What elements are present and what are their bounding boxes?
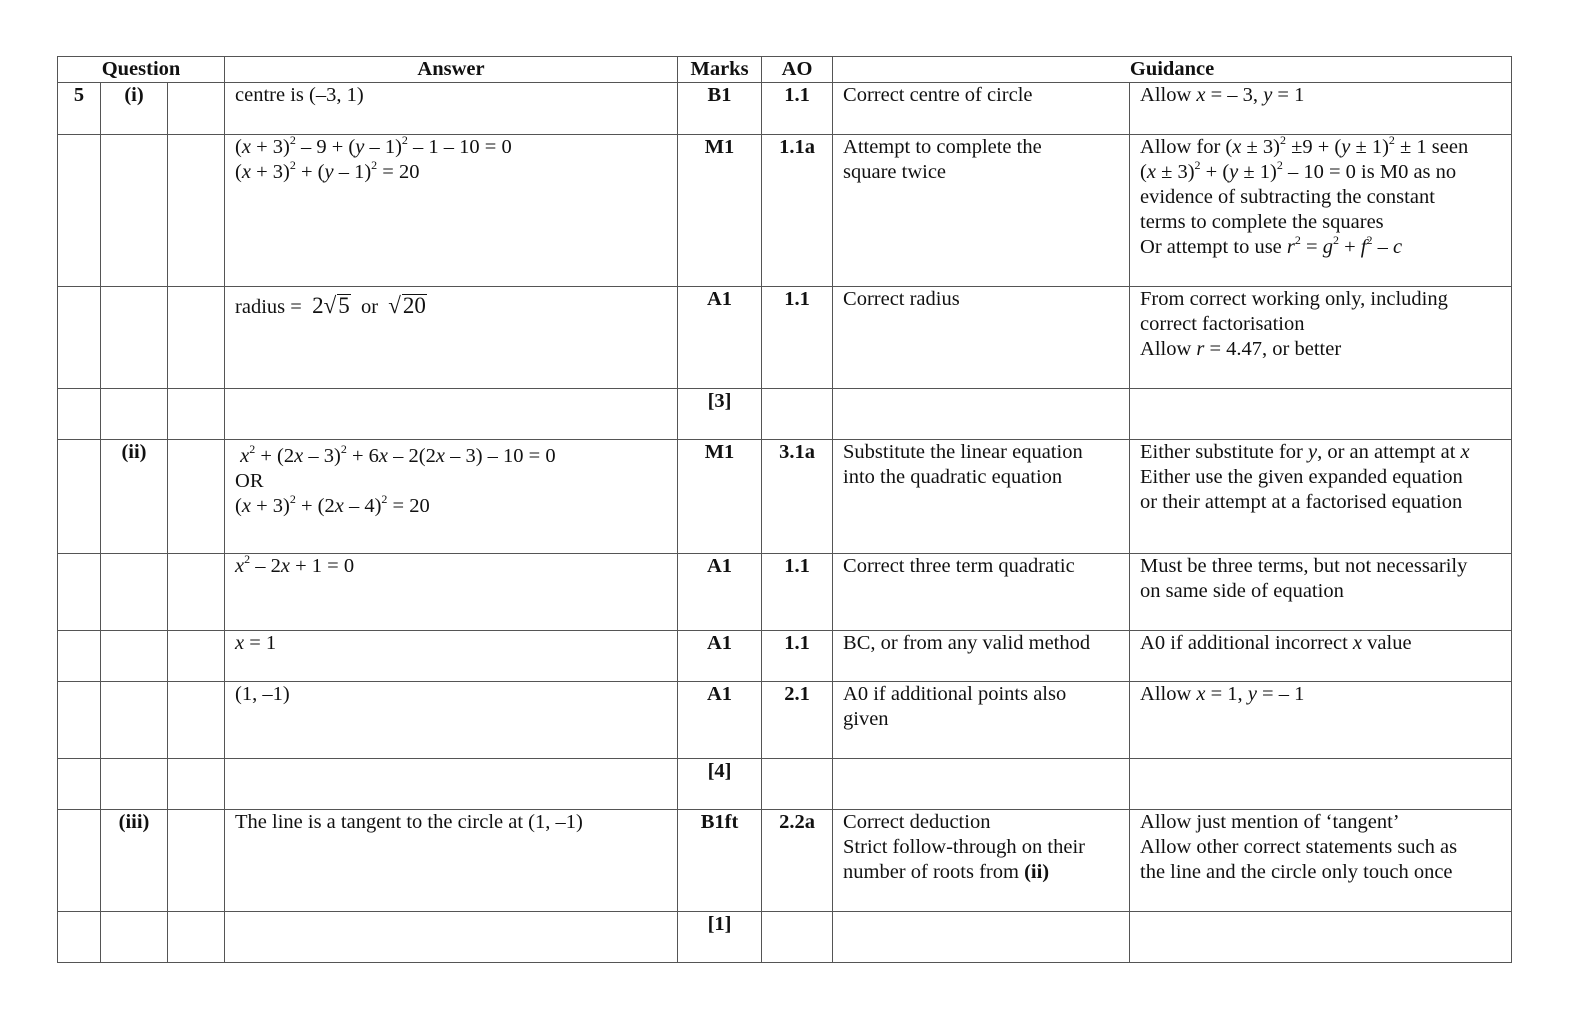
ao-cell: 2.1 [762,682,833,759]
header-row [58,57,1512,83]
guidance-main [833,83,1130,135]
guidance-extra [1130,554,1512,631]
guidance-line: Either use the given expanded equation [1140,466,1463,488]
ao-cell: 1.1 [762,554,833,631]
guidance-line: Allow r = 4.47, or better [1140,338,1342,360]
mark-cell: B1ft [678,810,762,912]
table-row [58,631,1512,682]
mark-cell: M1 [678,135,762,287]
guidance-main [833,631,1130,682]
answer-cell [225,631,678,682]
guidance-line: $(x \pm 3)^2 + (y \pm 1)^2 - 10 = 0$ is M0 as no [1140,158,1457,183]
mark-total: [3] [678,389,762,440]
mark-cell: A1 [678,287,762,389]
table-row [58,287,1512,389]
guidance-line: Allow for $(x \pm 3)^2 \pm 9 + (y \pm 1)^2 \pm 1$ seen [1140,133,1469,158]
guidance-line: Correct deduction [843,811,991,833]
table-row [58,810,1512,912]
guidance-extra [1130,810,1512,912]
sub-part-cell [168,83,225,135]
answer-line: $(x + 3)^2 + (y - 1)^2 = 20$ [235,158,420,183]
ao-cell: 3.1a [762,440,833,554]
answer-line: $x^2 - 2x + 1 = 0$ [235,552,355,577]
part-label [101,287,168,389]
answer-cell [225,682,678,759]
table-row [58,912,1512,963]
mark-cell: A1 [678,554,762,631]
guidance-main [833,554,1130,631]
answer-line: $x^2 + (2x - 3)^2 + 6x - 2(2x - 3) - 10 = 0$ [240,442,556,467]
part-label [101,135,168,287]
mark-total: [4] [678,759,762,810]
guidance-line: Attempt to complete the [843,136,1042,158]
answer-line: (1, –1) [235,683,290,705]
table-row [58,440,1512,554]
guidance-extra [1130,682,1512,759]
answer-line: $(x + 3)^2 - 9 + (y - 1)^2 - 1 - 10 = 0$ [235,133,512,158]
guidance-line: Allow x = – 3, y = 1 [1140,84,1305,106]
guidance-main [833,682,1130,759]
table-row [58,759,1512,810]
guidance-line: number of roots from (ii) [843,861,1050,883]
guidance-line: evidence of subtracting the constant [1140,186,1435,208]
guidance-line: into the quadratic equation [843,466,1063,488]
guidance-extra [1130,83,1512,135]
table-row [58,682,1512,759]
ao-cell: 1.1 [762,631,833,682]
guidance-line: given [843,708,889,730]
mark-scheme-table [57,56,1512,963]
guidance-line: Or attempt to use $r^2 = g^2 + f^2 - c$ [1140,233,1403,258]
guidance-line: on same side of equation [1140,580,1344,602]
ao-cell: 1.1 [762,287,833,389]
mark-cell: B1 [678,83,762,135]
ao-cell: 2.2a [762,810,833,912]
guidance-line: square twice [843,161,947,183]
header-ao: AO [762,57,833,83]
guidance-extra [1130,440,1512,554]
table-row [58,389,1512,440]
answer-line: x = 1 [235,632,277,654]
guidance-line: BC, or from any valid method [843,632,1091,654]
guidance-line: Substitute the linear equation [843,441,1083,463]
answer-line: centre is (–3, 1) [235,84,364,106]
guidance-extra [1130,631,1512,682]
guidance-line: the line and the circle only touch once [1140,861,1453,883]
header-marks: Marks [678,57,762,83]
guidance-line: Allow other correct statements such as [1140,836,1458,858]
guidance-main [833,135,1130,287]
guidance-line: terms to complete the squares [1140,211,1384,233]
guidance-line: correct factorisation [1140,313,1305,335]
header-question: Question [58,57,225,83]
guidance-line: Correct three term quadratic [843,555,1075,577]
mark-total: [1] [678,912,762,963]
guidance-line: Strict follow-through on their [843,836,1085,858]
part-label: (ii) [101,440,168,554]
answer-line: $(x + 3)^2 + (2x - 4)^2 = 20$ [235,492,430,517]
guidance-line: Must be three terms, but not necessarily [1140,555,1468,577]
guidance-extra [1130,135,1512,287]
header-guidance: Guidance [833,57,1512,83]
mark-cell: A1 [678,631,762,682]
guidance-line: A0 if additional points also [843,683,1067,705]
answer-line: The line is a tangent to the circle at (1, –1) [235,811,583,833]
guidance-line: Allow just mention of ‘tangent’ [1140,811,1400,833]
answer-cell [225,554,678,631]
mark-cell: A1 [678,682,762,759]
guidance-line: From correct working only, including [1140,288,1448,310]
answer-cell [225,135,678,287]
answer-cell [225,83,678,135]
answer-line: OR [235,470,264,492]
answer-line: radius = 2√5 or √20 [235,293,426,318]
answer-cell [225,810,678,912]
guidance-line: or their attempt at a factorised equation [1140,491,1463,513]
header-answer: Answer [225,57,678,83]
ao-cell: 1.1 [762,83,833,135]
ao-cell: 1.1a [762,135,833,287]
guidance-line: Correct radius [843,288,960,310]
answer-cell [225,440,678,554]
guidance-main [833,287,1130,389]
guidance-main [833,810,1130,912]
mark-cell: M1 [678,440,762,554]
question-number: 5 [58,83,101,135]
part-label: (i) [101,83,168,135]
guidance-line: Correct centre of circle [843,84,1033,106]
table-row [58,554,1512,631]
guidance-line: A0 if additional incorrect x value [1140,632,1412,654]
guidance-extra [1130,287,1512,389]
table-row [58,83,1512,135]
guidance-line: Allow x = 1, y = – 1 [1140,683,1305,705]
table-row [58,135,1512,287]
guidance-main [833,440,1130,554]
answer-cell [225,287,678,389]
part-label: (iii) [101,810,168,912]
guidance-line: Either substitute for y, or an attempt at x [1140,441,1470,463]
